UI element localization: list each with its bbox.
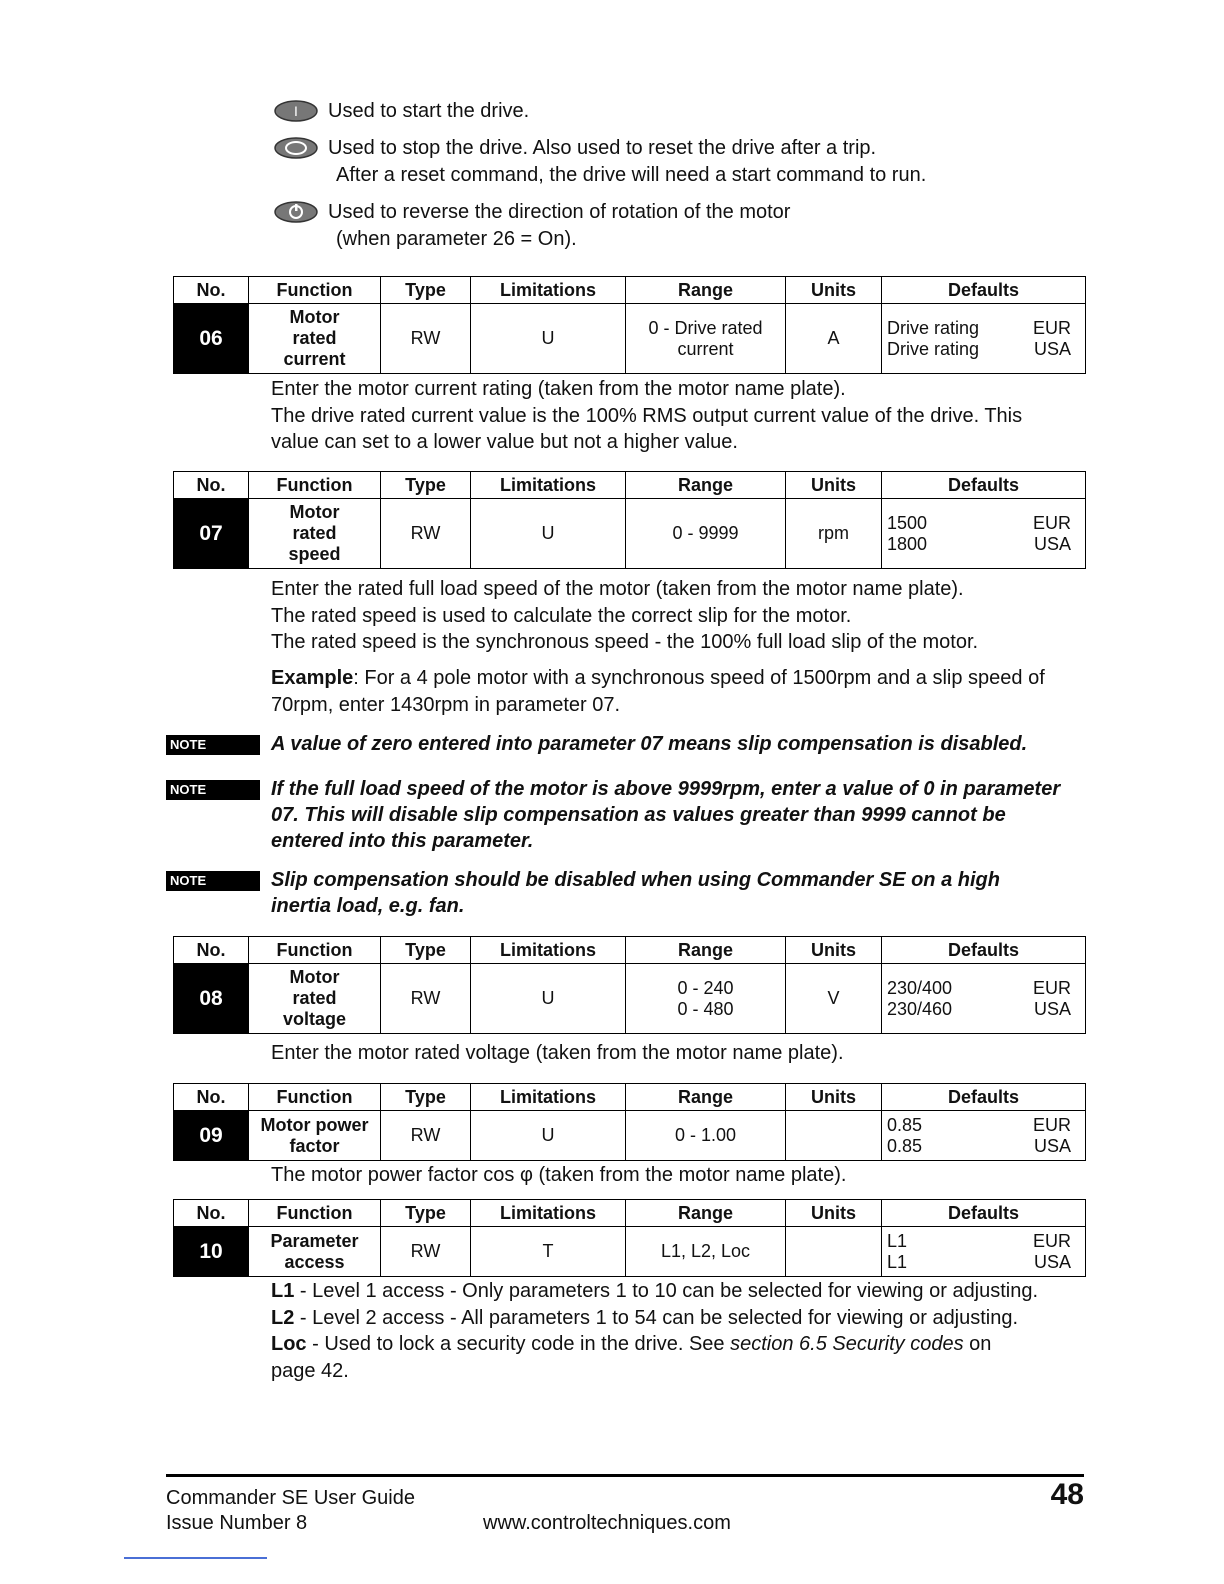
param-defaults: 0.85 EUR 0.85 USA	[882, 1111, 1086, 1161]
page-number: 48	[1050, 1478, 1084, 1511]
note-text: If the full load speed of the motor is above 9999rpm, enter a value of 0 in parameter 07. This will disable slip compensation as values greater than 9999 cannot be entered into this parameter.	[271, 778, 1061, 852]
header-defaults: Defaults	[882, 937, 1086, 964]
param-range: 0 - Drive rated current	[626, 304, 786, 374]
param-07-table	[173, 471, 1086, 569]
param-type: RW	[381, 304, 471, 374]
section-reference[interactable]: section 6.5 Security codes	[730, 1333, 964, 1355]
stop-key-description	[274, 135, 926, 189]
header-range: Range	[626, 937, 786, 964]
param-units: A	[786, 304, 882, 374]
param-units: V	[786, 964, 882, 1034]
header-defaults: Defaults	[882, 472, 1086, 499]
header-function: Function	[249, 277, 381, 304]
table-row	[174, 964, 1086, 1034]
param-type: RW	[381, 1111, 471, 1161]
header-range: Range	[626, 277, 786, 304]
param-type: RW	[381, 1227, 471, 1277]
header-units: Units	[786, 277, 882, 304]
level-l2: L2 - Level 2 access - All parameters 1 to 54 can be selected for viewing or adjusting.	[271, 1306, 1019, 1329]
param-units	[786, 1227, 882, 1277]
header-units: Units	[786, 937, 882, 964]
header-defaults: Defaults	[882, 1200, 1086, 1227]
start-key-description	[274, 98, 529, 125]
table-header-row	[174, 277, 1086, 304]
param-units	[786, 1111, 882, 1161]
param-units: rpm	[786, 499, 882, 569]
param-number: 08	[174, 964, 249, 1034]
header-type: Type	[381, 937, 471, 964]
param-defaults: 1500 EUR 1800 USA	[882, 499, 1086, 569]
param-10-table	[173, 1199, 1086, 1277]
bottom-link-underline	[124, 1557, 267, 1559]
param-defaults: Drive rating EUR Drive rating USA	[882, 304, 1086, 374]
param-function: Motor rated current	[249, 304, 381, 374]
param-number: 10	[174, 1227, 249, 1277]
header-range: Range	[626, 1084, 786, 1111]
header-limitations: Limitations	[471, 937, 626, 964]
note-badge: NOTE	[166, 871, 260, 891]
param-limitations: U	[471, 1111, 626, 1161]
param-08-table	[173, 936, 1086, 1034]
footer-guide-title: Commander SE User Guide	[166, 1487, 415, 1509]
param-defaults: 230/400 EUR 230/460 USA	[882, 964, 1086, 1034]
header-range: Range	[626, 472, 786, 499]
level-l1: L1 - Level 1 access - Only parameters 1 to 10 can be selected for viewing or adjusting.	[271, 1280, 1039, 1302]
note-1	[166, 731, 1086, 757]
header-limitations: Limitations	[471, 1200, 626, 1227]
header-units: Units	[786, 1084, 882, 1111]
param-function: Motor rated voltage	[249, 964, 381, 1034]
footer-url[interactable]: www.controltechniques.com	[483, 1512, 731, 1534]
note-3	[166, 867, 1086, 919]
param-function: Parameter access	[249, 1227, 381, 1277]
header-type: Type	[381, 1084, 471, 1111]
header-function: Function	[249, 1084, 381, 1111]
example-label: Example	[271, 667, 354, 689]
param-range: L1, L2, Loc	[626, 1227, 786, 1277]
param-number: 07	[174, 499, 249, 569]
footer-divider	[166, 1474, 1084, 1477]
reverse-key-icon	[274, 201, 318, 223]
note-badge: NOTE	[166, 780, 260, 800]
note-text: Slip compensation should be disabled when using Commander SE on a high inertia load, e.g. fan.	[271, 869, 1000, 917]
param-07-example: Example: For a 4 pole motor with a synchronous speed of 1500rpm and a slip speed of 70rpm, enter 1430rpm in parameter 07.	[271, 667, 1045, 716]
param-limitations: T	[471, 1227, 626, 1277]
table-header-row	[174, 1084, 1086, 1111]
table-row	[174, 304, 1086, 374]
reverse-key-text: Used to reverse the direction of rotation of the motor	[328, 201, 791, 223]
header-type: Type	[381, 472, 471, 499]
table-row	[174, 1111, 1086, 1161]
param-limitations: U	[471, 964, 626, 1034]
level-loc: Loc - Used to lock a security code in the drive. See section 6.5 Security codes on	[271, 1333, 992, 1355]
param-number: 09	[174, 1111, 249, 1161]
table-header-row	[174, 937, 1086, 964]
stop-key-icon	[274, 137, 318, 159]
param-range: 0 - 9999	[626, 499, 786, 569]
header-no: No.	[174, 937, 249, 964]
param-defaults: L1 EUR L1 USA	[882, 1227, 1086, 1277]
header-range: Range	[626, 1200, 786, 1227]
header-no: No.	[174, 1084, 249, 1111]
start-key-text: Used to start the drive.	[328, 100, 530, 122]
param-09-table	[173, 1083, 1086, 1161]
param-limitations: U	[471, 499, 626, 569]
param-type: RW	[381, 964, 471, 1034]
header-no: No.	[174, 277, 249, 304]
reverse-key-text-2: (when parameter 26 = On).	[336, 228, 577, 250]
start-key-icon	[274, 100, 318, 122]
stop-key-text: Used to stop the drive. Also used to reset the drive after a trip.	[328, 137, 877, 159]
header-limitations: Limitations	[471, 1084, 626, 1111]
param-08-description: Enter the motor rated voltage (taken from the motor name plate).	[271, 1042, 844, 1064]
header-function: Function	[249, 937, 381, 964]
svg-text:I: I	[294, 103, 298, 119]
footer-issue-number: Issue Number 8	[166, 1512, 308, 1534]
header-function: Function	[249, 1200, 381, 1227]
param-06-description: Enter the motor current rating (taken from the motor name plate). The drive rated current value is the 100% RMS output current value of the drive. This value can set to a lower value but not a higher value.	[271, 378, 1023, 453]
header-type: Type	[381, 1200, 471, 1227]
param-range: 0 - 1.00	[626, 1111, 786, 1161]
note-2	[166, 776, 1086, 854]
table-row	[174, 1227, 1086, 1277]
header-limitations: Limitations	[471, 277, 626, 304]
param-09-description: The motor power factor cos φ (taken from the motor name plate).	[271, 1164, 847, 1186]
header-limitations: Limitations	[471, 472, 626, 499]
param-function: Motor rated speed	[249, 499, 381, 569]
table-header-row	[174, 1200, 1086, 1227]
note-text: A value of zero entered into parameter 07 means slip compensation is disabled.	[271, 733, 1028, 755]
header-function: Function	[249, 472, 381, 499]
param-function: Motor power factor	[249, 1111, 381, 1161]
header-defaults: Defaults	[882, 277, 1086, 304]
reverse-key-description	[274, 199, 790, 253]
param-10-description: L1 - Level 1 access - Only parameters 1 to 10 can be selected for viewing or adjusting. L2 - Level 2 access - All parameters 1 to 54 can be selected for viewing or adjusting. Loc - Used to lock a security code in the drive. See section 6.5 Security codes on page 42.	[271, 1278, 1091, 1384]
param-limitations: U	[471, 304, 626, 374]
table-row	[174, 499, 1086, 569]
table-header-row	[174, 472, 1086, 499]
header-units: Units	[786, 1200, 882, 1227]
stop-key-text-2: After a reset command, the drive will need a start command to run.	[336, 164, 927, 186]
param-07-description: Enter the rated full load speed of the motor (taken from the motor name plate). The rated speed is used to calculate the correct slip for the motor. The rated speed is the synchronous speed - the 100% full load slip of the motor.	[271, 578, 979, 653]
note-badge: NOTE	[166, 735, 260, 755]
param-range: 0 - 240 0 - 480	[626, 964, 786, 1034]
footer-guide-info	[166, 1486, 415, 1536]
param-number: 06	[174, 304, 249, 374]
param-type: RW	[381, 499, 471, 569]
header-defaults: Defaults	[882, 1084, 1086, 1111]
param-06-table	[173, 276, 1086, 374]
header-units: Units	[786, 472, 882, 499]
header-type: Type	[381, 277, 471, 304]
header-no: No.	[174, 1200, 249, 1227]
header-no: No.	[174, 472, 249, 499]
